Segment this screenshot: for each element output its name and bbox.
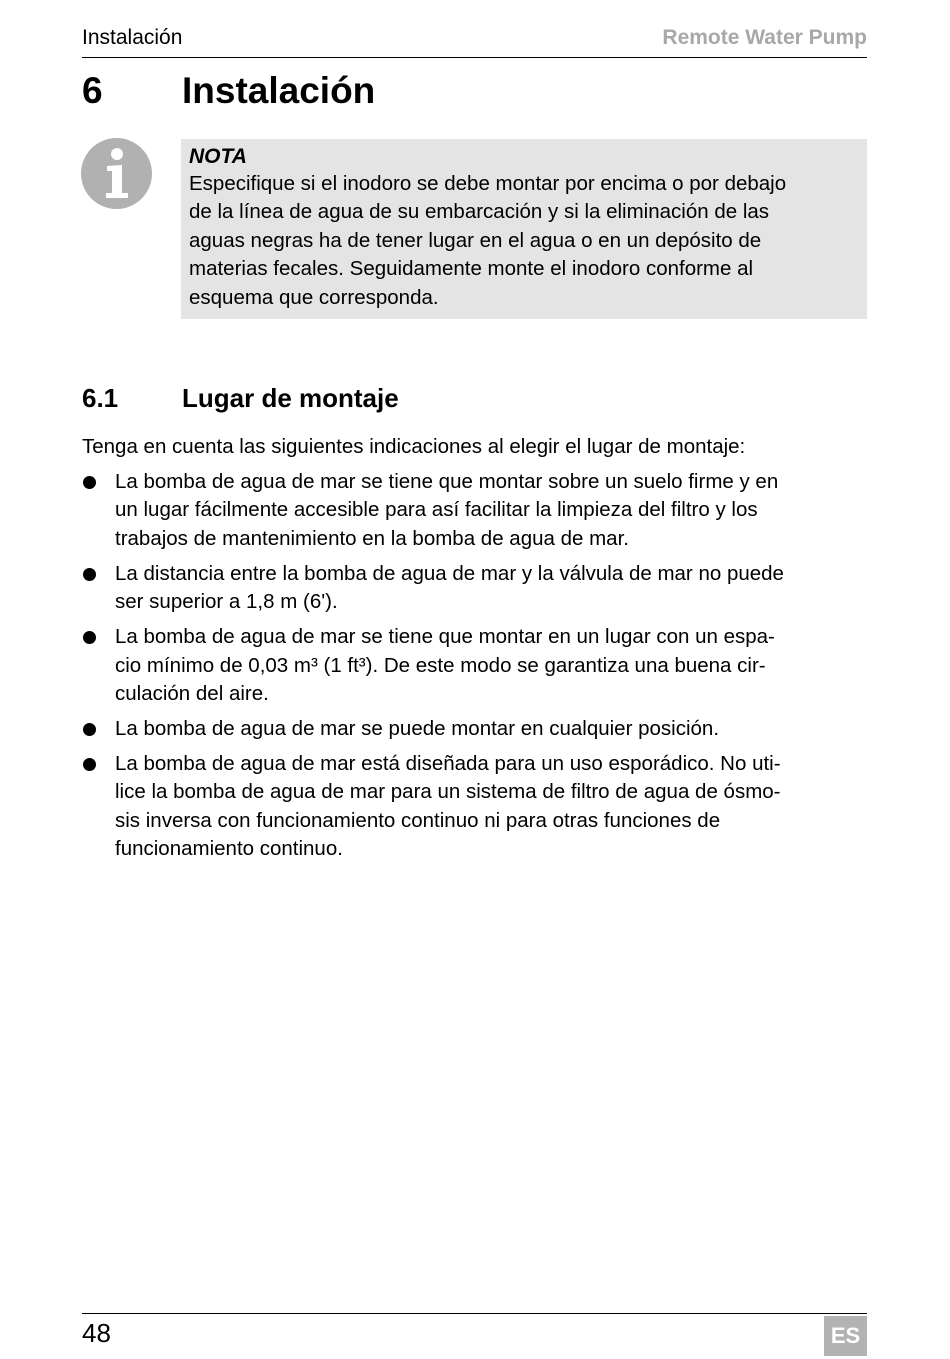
footer-divider <box>82 1313 867 1314</box>
list-item <box>82 623 868 708</box>
language-badge: ES <box>824 1316 867 1356</box>
bullet-line: funcionamiento continuo. <box>115 837 343 861</box>
list-item <box>82 560 868 617</box>
bullet-line: La bomba de agua de mar se puede montar en cualquier posición. <box>115 717 720 741</box>
page-number: 48 <box>82 1318 111 1348</box>
info-icon <box>80 137 153 210</box>
header-section-name: Instalación <box>82 26 183 49</box>
section-intro: Tenga en cuenta las siguientes indicaciones al elegir el lugar de montaje: <box>82 435 746 458</box>
bullet-line: La bomba de agua de mar se tiene que montar en un lugar con un espa- <box>115 625 775 649</box>
note-label: NOTA <box>189 145 247 168</box>
bullet-list <box>82 468 868 870</box>
bullet-line: un lugar fácilmente accesible para así facilitar la limpieza del filtro y los <box>115 498 758 522</box>
note-line: esquema que corresponda. <box>189 285 439 309</box>
note-text <box>189 170 859 312</box>
list-item <box>82 715 868 743</box>
bullet-line: cio mínimo de 0,03 m³ (1 ft³). De este modo se garantiza una buena cir- <box>115 653 766 677</box>
bullet-line: La bomba de agua de mar se tiene que montar sobre un suelo firme y en <box>115 470 779 493</box>
bullet-icon <box>83 758 96 771</box>
list-item <box>82 750 868 864</box>
bullet-icon <box>83 568 96 581</box>
note-line: materias fecales. Seguidamente monte el inodoro conforme al <box>189 257 754 281</box>
bullet-line: lice la bomba de agua de mar para un sistema de filtro de agua de ósmo- <box>115 780 781 804</box>
note-box <box>181 139 867 319</box>
bullet-line: culación del aire. <box>115 682 269 706</box>
page-header <box>82 24 867 58</box>
bullet-line: sis inversa con funcionamiento continuo ni para otras funciones de <box>115 808 721 832</box>
section-title: Lugar de montaje <box>182 383 399 413</box>
note-line: aguas negras ha de tener lugar en el agua o en un depósito de <box>189 228 762 252</box>
bullet-line: trabajos de mantenimiento en la bomba de agua de mar. <box>115 526 629 550</box>
header-product-name: Remote Water Pump <box>662 26 867 49</box>
bullet-line: ser superior a 1,8 m (6'). <box>115 590 338 614</box>
bullet-icon <box>83 476 96 489</box>
note-line: Especifique si el inodoro se debe montar por encima o por debajo <box>189 172 787 195</box>
bullet-line: La distancia entre la bomba de agua de mar y la válvula de mar no puede <box>115 561 784 585</box>
section-number: 6.1 <box>82 383 119 413</box>
bullet-line: La bomba de agua de mar está diseñada para un uso esporádico. No uti- <box>115 752 781 776</box>
note-line: de la línea de agua de su embarcación y si la eliminación de las <box>189 200 770 224</box>
chapter-title: Instalación <box>182 70 376 111</box>
bullet-icon <box>83 631 96 644</box>
bullet-icon <box>83 723 96 736</box>
list-item <box>82 468 868 553</box>
chapter-number: 6 <box>82 70 103 111</box>
